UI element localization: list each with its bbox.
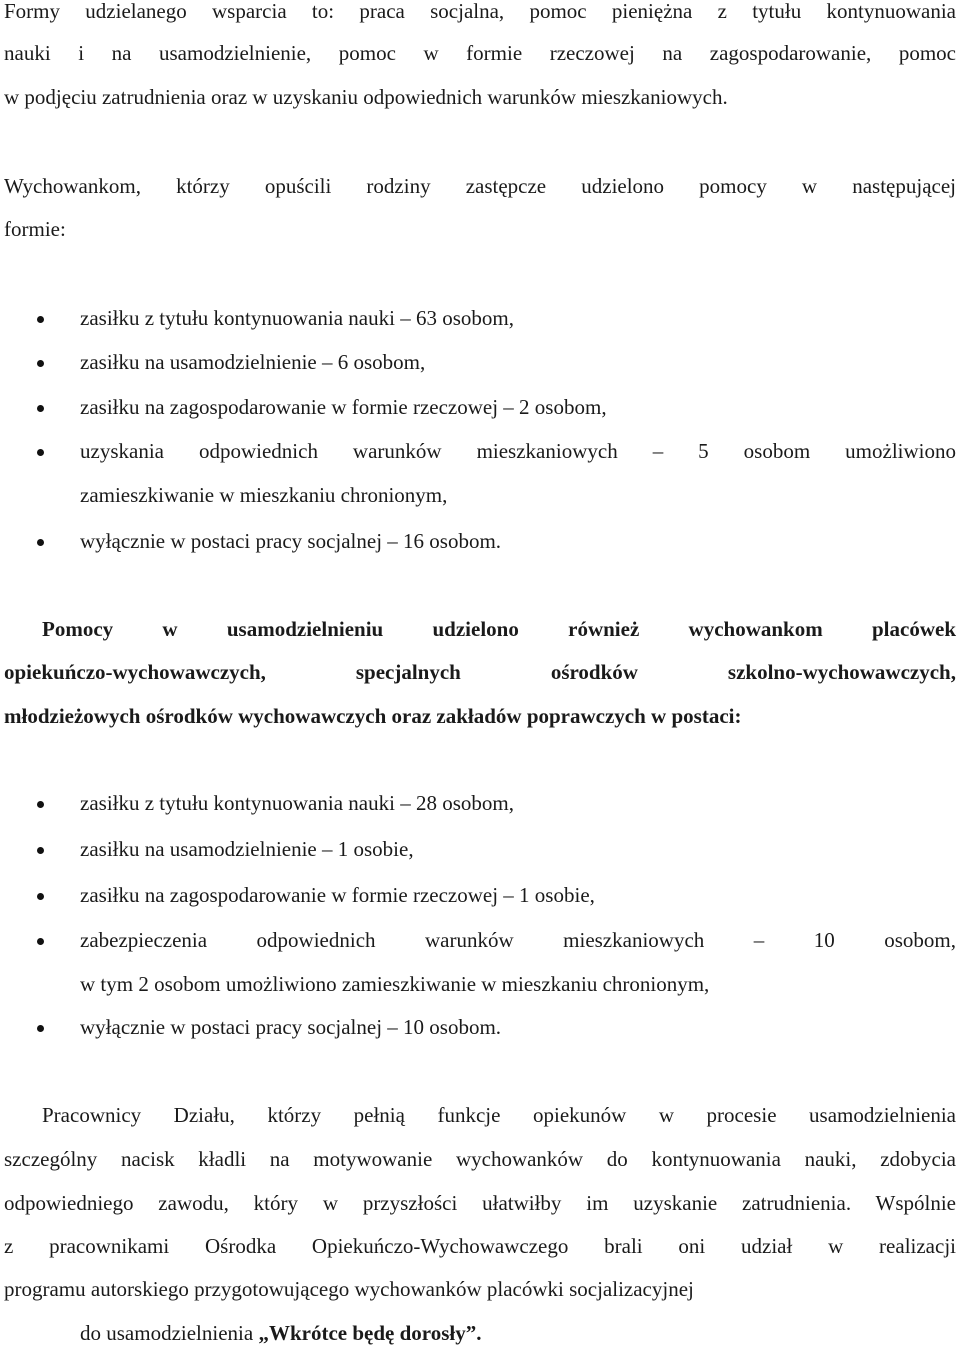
final-paragraph-line: odpowiedniego zawodu, który w przyszłości ułatwiłby im uzyskanie zatrudnienia. Wspólnie	[4, 1191, 956, 1215]
program-title: „Wkrótce będę dorosły”.	[258, 1321, 482, 1345]
final-paragraph-line: Pracownicy Działu, którzy pełnią funkcje opiekunów w procesie usamodzielnienia	[42, 1103, 956, 1127]
section1-heading-line: formie:	[4, 217, 66, 241]
bullet-icon	[37, 360, 44, 367]
section1-heading-line: Wychowankom, którzy opuścili rodziny zastępcze udzielono pomocy w następującej	[4, 174, 956, 198]
final-paragraph-line: szczególny nacisk kładli na motywowanie wychowanków do kontynuowania nauki, zdobycia	[4, 1147, 956, 1171]
list-item: zasiłku na usamodzielnienie – 1 osobie,	[80, 837, 414, 861]
bullet-icon	[37, 938, 44, 945]
bullet-icon	[37, 893, 44, 900]
list-item-continuation: w tym 2 osobom umożliwiono zamieszkiwanie w mieszkaniu chronionym,	[80, 972, 710, 996]
bullet-icon	[37, 847, 44, 854]
list-item: zasiłku na zagospodarowanie w formie rzeczowej – 2 osobom,	[80, 395, 607, 419]
list-item: wyłącznie w postaci pracy socjalnej – 16 osobom.	[80, 529, 502, 553]
bullet-icon	[37, 1025, 44, 1032]
list-item: uzyskania odpowiednich warunków mieszkaniowych – 5 osobom umożliwiono	[80, 439, 956, 463]
list-item: zasiłku z tytułu kontynuowania nauki – 63 osobom,	[80, 306, 514, 330]
list-item: zasiłku na zagospodarowanie w formie rzeczowej – 1 osobie,	[80, 883, 595, 907]
intro-line: w podjęciu zatrudnienia oraz w uzyskaniu odpowiednich warunków mieszkaniowych.	[4, 85, 728, 109]
section2-heading-line: Pomocy w usamodzielnieniu udzielono również wychowankom placówek	[42, 617, 956, 641]
bullet-icon	[37, 801, 44, 808]
bullet-icon	[37, 539, 44, 546]
intro-line: Formy udzielanego wsparcia to: praca socjalna, pomoc pieniężna z tytułu kontynuowania	[4, 0, 956, 23]
final-paragraph-line: z pracownikami Ośrodka Opiekuńczo-Wychowawczego brali oni udział w realizacji	[4, 1234, 956, 1258]
final-paragraph-line: programu autorskiego przygotowującego wychowanków placówki socjalizacyjnej	[4, 1277, 694, 1301]
section2-heading-line: opiekuńczo-wychowawczych, specjalnych ośrodków szkolno-wychowawczych,	[4, 660, 956, 684]
final-paragraph-last-line	[80, 1320, 481, 1346]
bullet-icon	[37, 316, 44, 323]
list-item: zasiłku na usamodzielnienie – 6 osobom,	[80, 350, 426, 374]
final-line-prefix: do usamodzielnienia	[80, 1321, 259, 1345]
list-item: wyłącznie w postaci pracy socjalnej – 10 osobom.	[80, 1015, 502, 1039]
intro-line: nauki i na usamodzielnienie, pomoc w formie rzeczowej na zagospodarowanie, pomoc	[4, 41, 956, 65]
bullet-icon	[37, 405, 44, 412]
list-item: zabezpieczenia odpowiednich warunków mieszkaniowych – 10 osobom,	[80, 928, 956, 952]
section2-heading-line: młodzieżowych ośrodków wychowawczych oraz zakładów poprawczych w postaci:	[4, 704, 742, 728]
list-item: zasiłku z tytułu kontynuowania nauki – 28 osobom,	[80, 791, 514, 815]
list-item-continuation: zamieszkiwanie w mieszkaniu chronionym,	[80, 483, 448, 507]
bullet-icon	[37, 449, 44, 456]
